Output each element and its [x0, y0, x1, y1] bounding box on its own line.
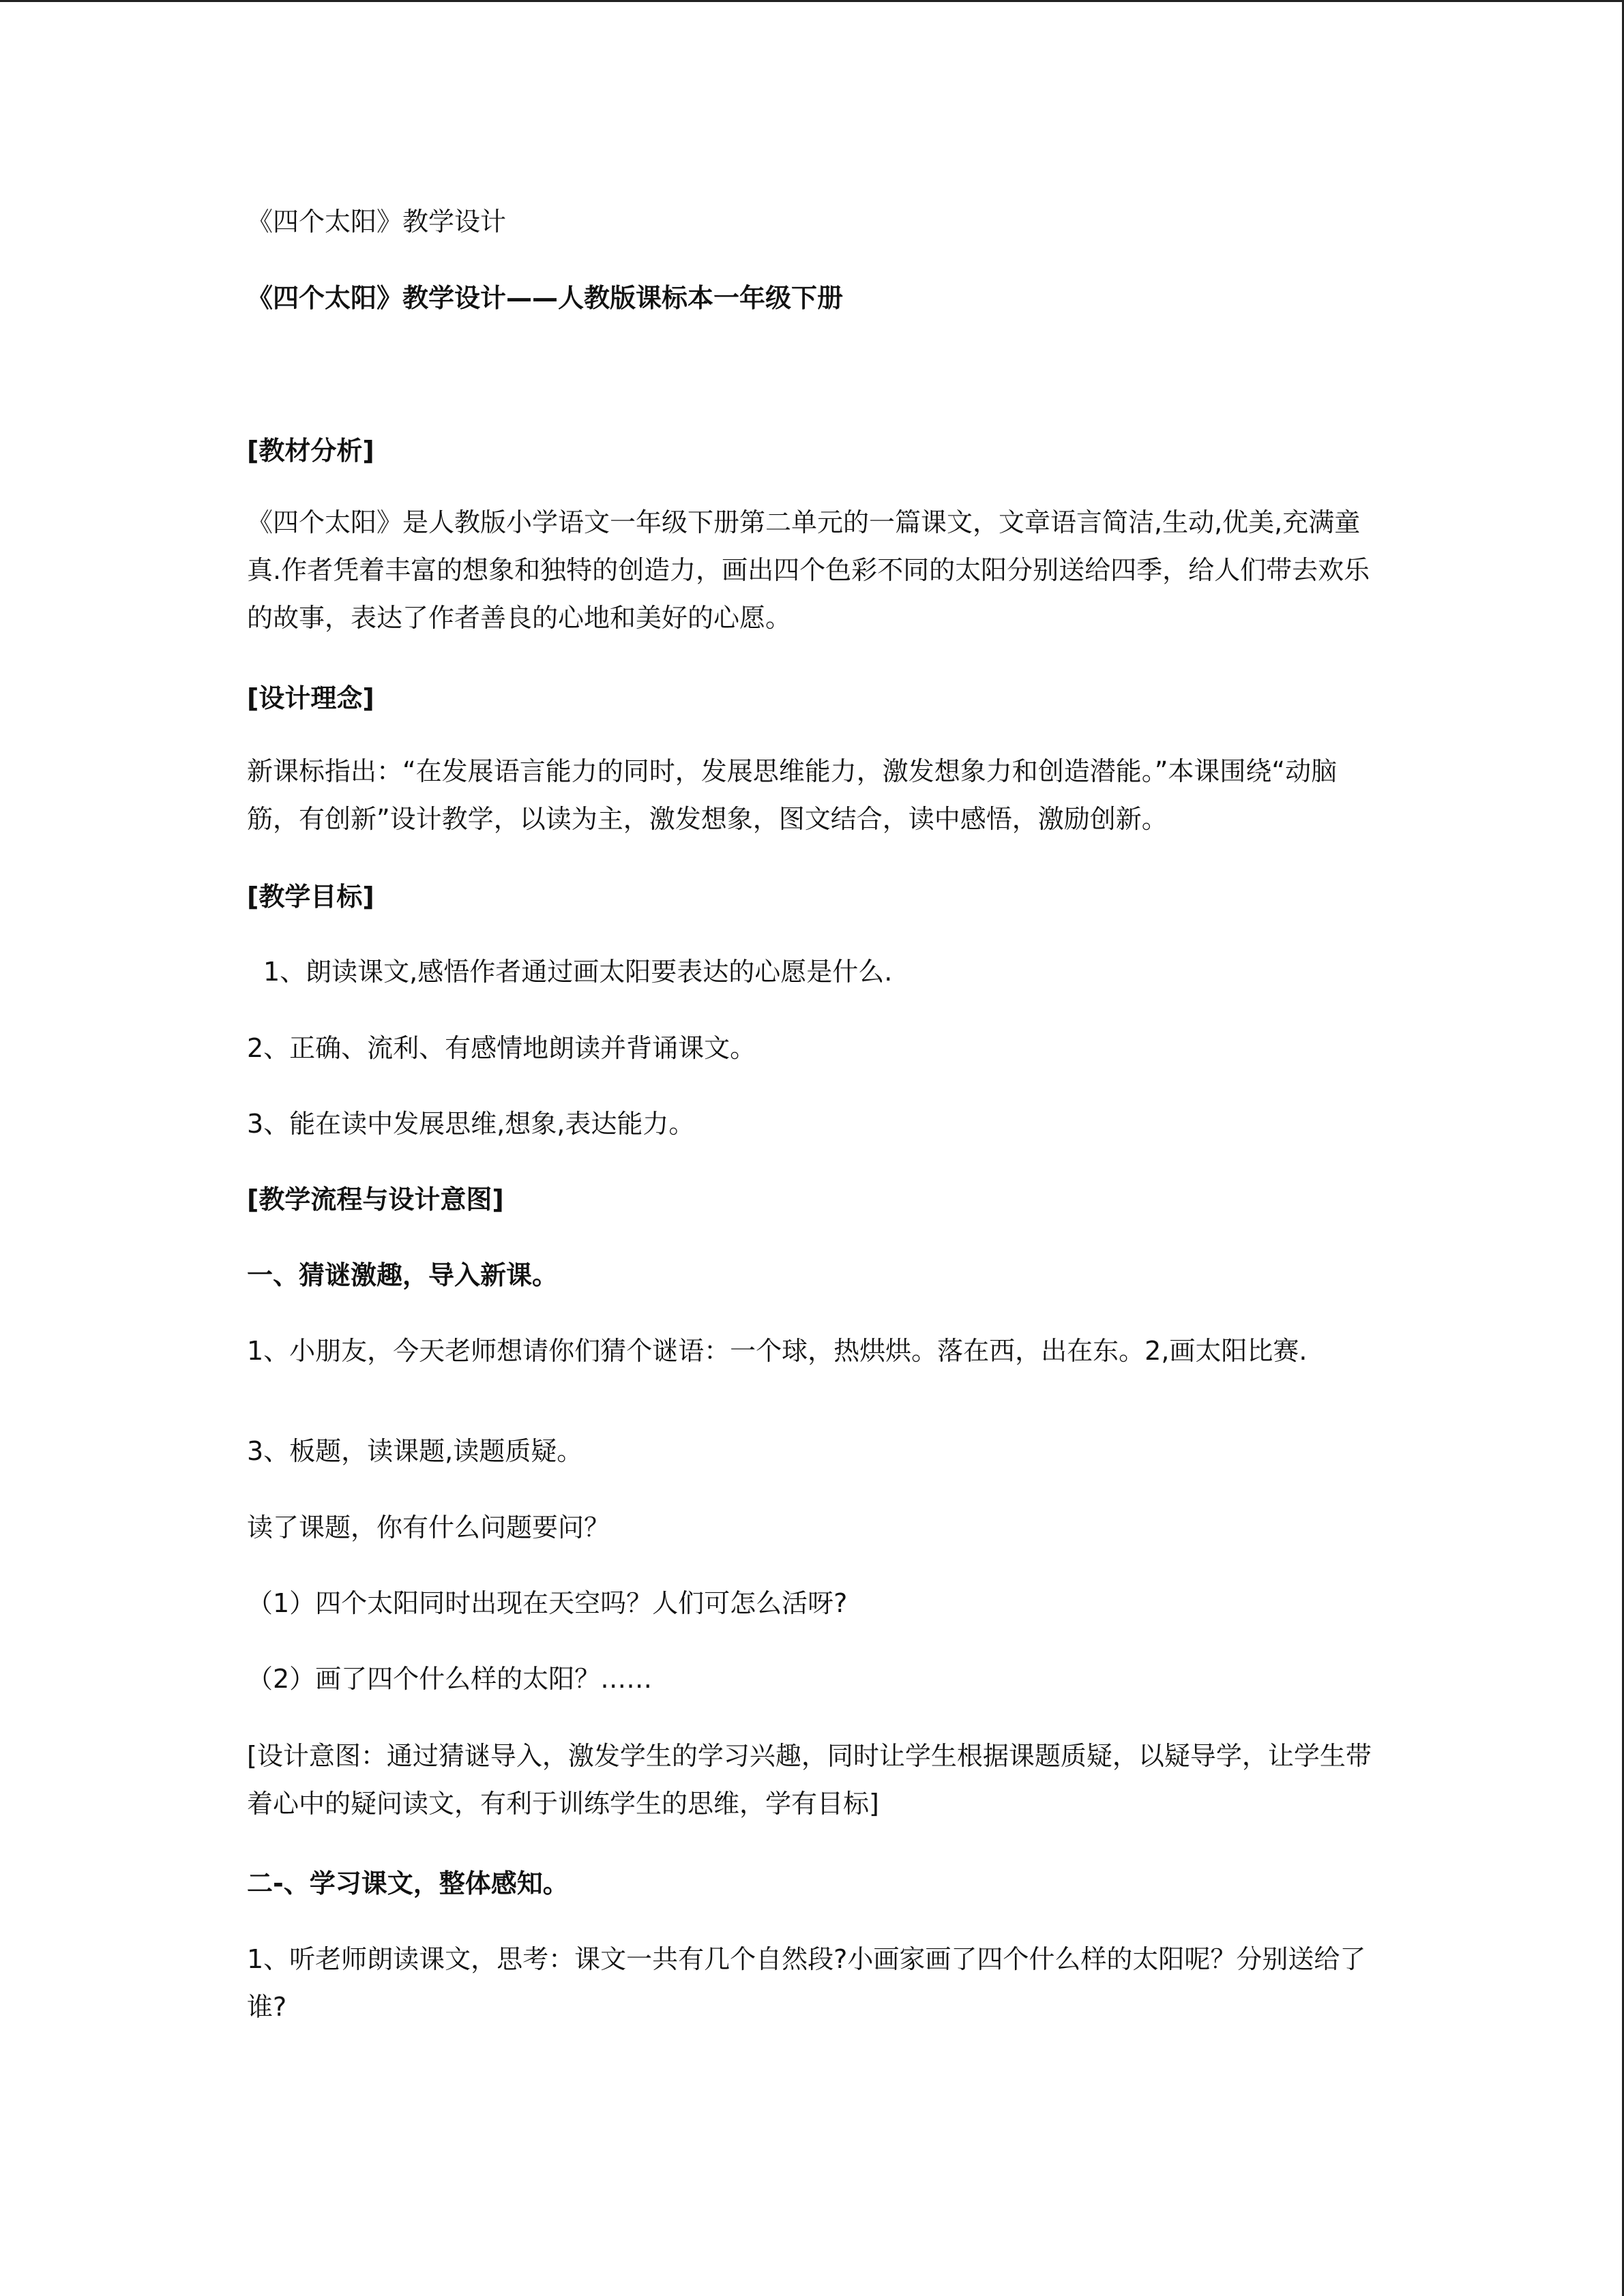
concept-heading: [设计理念]: [247, 683, 374, 713]
step1-item: 3、板题，读课题,读题质疑。: [247, 1436, 583, 1466]
analysis-paragraph: 《四个太阳》是人教版小学语文一年级下册第二单元的一篇课文，文章语言简洁,生动,优美,充满童真.作者凭着丰富的想象和独特的创造力，画出四个色彩不同的太阳分别送给四季，给人们带去欢乐的故事，表达了作者善良的心地和美好的心愿。: [247, 507, 1370, 633]
concept-paragraph: 新课标指出：“在发展语言能力的同时，发展思维能力，激发想象力和创造潜能。”本课围绕“动脑筋，有创新”设计教学，以读为主，激发想象，图文结合，读中感悟，激励创新。: [247, 756, 1338, 834]
design-intent-note: [设计意图：通过猜谜导入，激发学生的学习兴趣，同时让学生根据课题质疑，以疑导学，让学生带着心中的疑问读文，有利于训练学生的思维，学有目标]: [247, 1741, 1372, 1819]
goal-item: 3、能在读中发展思维,想象,表达能力。: [247, 1109, 695, 1139]
step1-item: 读了课题，你有什么问题要问？: [247, 1512, 610, 1542]
document-title-line: 《四个太阳》教学设计: [247, 207, 507, 237]
page-border-top: [0, 0, 1624, 2]
analysis-heading: [教材分析]: [247, 436, 374, 466]
goal-item: 1、朗读课文,感悟作者通过画太阳要表达的心愿是什么.: [263, 957, 893, 987]
step2-item: 1、听老师朗读课文，思考：课文一共有几个自然段?小画家画了四个什么样的太阳呢？分别送给了谁?: [247, 1944, 1366, 2022]
goals-heading: [教学目标]: [247, 882, 374, 912]
step1-item: 1、小朋友，今天老师想请你们猜个谜语：一个球，热烘烘。落在西，出在东。2,画太阳比赛.: [247, 1336, 1308, 1366]
question-item: （2）画了四个什么样的太阳？……: [247, 1664, 653, 1694]
question-item: （1）四个太阳同时出现在天空吗？人们可怎么活呀?: [247, 1588, 848, 1618]
goal-item: 2、正确、流利、有感情地朗读并背诵课文。: [247, 1033, 756, 1063]
step2-heading: 二-、学习课文，整体感知。: [247, 1868, 569, 1898]
document-subtitle: 《四个太阳》教学设计——人教版课标本一年级下册: [247, 283, 844, 313]
flow-heading: [教学流程与设计意图]: [247, 1184, 504, 1214]
step1-heading: 一、猜谜激趣，导入新课。: [247, 1260, 559, 1290]
